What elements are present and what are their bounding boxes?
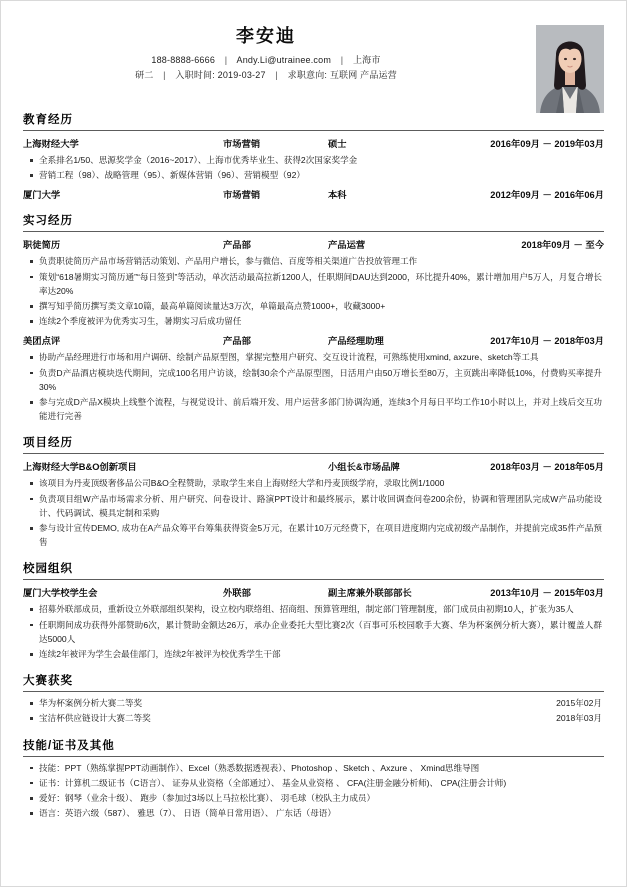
- portrait-photo-icon: [536, 25, 604, 113]
- list-item: [23, 696, 604, 710]
- list-item: 参与设计宣传DEMO, 成功在A产品众筹平台筹集获得资金5万元，在累计10万元经费下，在项目进度期内完成初级产品制作，并提前完成35件产品预售: [23, 521, 604, 549]
- list-item: 负责项目组W产品市场需求分析、用户研究、问卷设计、路演PPT设计和最终展示，累计收回调查问卷200余份，协调和管理团队完成W产品功能设计、代码调试、模具定制和采购: [23, 492, 604, 520]
- section-2: [23, 213, 604, 426]
- job-intention: 求职意向: 互联网 产品运营: [287, 70, 397, 80]
- entry-date-range: 2012年09月 － 2016年06月: [490, 190, 604, 201]
- entry-role: 本科: [328, 190, 347, 201]
- entry-header: [23, 135, 604, 153]
- list-item: 负责D产品酒店模块迭代期间，完成100名用户访谈，绘制30余个产品原型图，日活用户由50万增长至80万，主页跳出率降低10%，付费购买率提升30%: [23, 366, 604, 394]
- entry-date-range: 2013年10月 － 2015年03月: [490, 588, 604, 599]
- entry-bullet-list: [23, 476, 604, 552]
- list-item: 证书：计算机二级证书（C语言）、 证券从业资格（全部通过）、 基金从业资格 、 CFA(注册金融分析师)、 CPA(注册会计师): [23, 776, 604, 790]
- entry-header: [23, 186, 604, 204]
- resume-entry: [23, 135, 604, 185]
- list-item: 该项目为丹麦顶级奢侈品公司B&O全程赞助，录取学生来自上海财经大学和丹麦顶级学府，录取比例1/1000: [23, 476, 604, 490]
- entry-date-range: 2018年09月 － 至今: [521, 240, 604, 251]
- resume-sections: [23, 112, 604, 664]
- list-item: 爱好：钢琴（业余十级）、 跑步（参加过3场以上马拉松比赛）、 羽毛球（校队主力成员）: [23, 791, 604, 805]
- awards-list: [23, 696, 604, 728]
- entry-role: 小组长&市场品牌: [328, 462, 400, 473]
- entry-bullet-list: [23, 602, 604, 664]
- list-item: 协助产品经理进行市场和用户调研、绘制产品原型图，掌握完整用户研究、交互设计流程，可熟练使用xmind, axzure、sketch等工具: [23, 350, 604, 364]
- entry-header: [23, 236, 604, 254]
- available-date: 入职时间: 2019-03-27: [175, 70, 266, 80]
- list-item: 连续2年被评为学生会最佳部门，连续2年被评为校优秀学生干部: [23, 647, 604, 661]
- section-title: 实习经历: [23, 215, 73, 228]
- section-title-awards: 大赛获奖: [23, 675, 73, 688]
- list-item: [23, 711, 604, 725]
- award-name: 华为杯案例分析大赛二等奖: [39, 698, 143, 709]
- entry-date-range: 2018年03月 － 2018年05月: [490, 462, 604, 473]
- list-item: 策划“618暑期实习简历通”“每日签到”等活动，单次活动最高拉新1200人，任职期间DAU达到2000，环比提升40%，累计增加用户5万人，月复合增长率达20%: [23, 270, 604, 298]
- section-4: [23, 561, 604, 664]
- entry-role: 产品运营: [328, 240, 366, 251]
- section-3: [23, 435, 604, 552]
- section-divider: [23, 231, 604, 232]
- section-awards: [23, 673, 604, 728]
- section-divider: [23, 130, 604, 131]
- list-item: 任职期间成功获得外部赞助6次，累计赞助金额达26万，承办企业委托大型比赛2次（百事可乐校园歌手大赛、华为杯案例分析大赛），累计覆盖人群达5000人: [23, 618, 604, 646]
- entry-bullet-list: [23, 350, 604, 426]
- resume-header: [23, 23, 604, 103]
- entry-organization: 美团点评: [23, 336, 61, 347]
- entry-header: [23, 332, 604, 350]
- list-item: 负责职徒简历产品市场营销活动策划、产品用户增长，参与微信、百度等相关渠道广告投放管理工作: [23, 254, 604, 268]
- separator-icon: |: [340, 55, 344, 65]
- section-divider: [23, 453, 604, 454]
- entry-header: [23, 458, 604, 476]
- contact-row-primary: [23, 53, 509, 68]
- award-date: 2018年03月: [556, 713, 602, 724]
- section-title-skills: 技能/证书及其他: [23, 739, 115, 752]
- section-skills: [23, 738, 604, 824]
- entry-bullet-list: [23, 153, 604, 185]
- resume-entry: [23, 332, 604, 426]
- award-date: 2015年02月: [556, 698, 602, 709]
- list-item: 技能：PPT（熟练掌握PPT动画制作）、Excel（熟悉数据透视表）、Photoshop 、Sketch 、Axzure 、 Xmind思维导图: [23, 761, 604, 775]
- entry-date-range: 2017年10月 － 2018年03月: [490, 336, 604, 347]
- entry-department: 产品部: [223, 336, 251, 347]
- separator-icon: |: [163, 70, 166, 80]
- list-item: 参与完成D产品X模块上线整个流程，与视觉设计、前后端开发、用户运营多部门协调沟通，连续3个月每日平均工作10小时以上，并对上线后交互功能进行完善: [23, 395, 604, 423]
- resume-entry: [23, 186, 604, 204]
- section-divider: [23, 691, 604, 692]
- entry-organization: 职徒简历: [23, 240, 61, 251]
- award-name: 宝洁杯供应链设计大赛二等奖: [39, 713, 151, 724]
- resume-entry: [23, 236, 604, 331]
- resume-entry: [23, 458, 604, 552]
- entry-organization: 厦门大学校学生会: [23, 588, 98, 599]
- skills-list: [23, 761, 604, 824]
- entry-department: 产品部: [223, 240, 251, 251]
- section-1: [23, 112, 604, 204]
- entry-role: 副主席兼外联部部长: [328, 588, 412, 599]
- entry-header: [23, 584, 604, 602]
- entry-role: 硕士: [328, 139, 347, 149]
- separator-icon: |: [224, 55, 228, 65]
- avatar: [536, 25, 604, 113]
- email-address: Andy.Li@utrainee.com: [236, 55, 332, 65]
- education-status: 研二: [135, 70, 154, 80]
- list-item: 招募外联部成员，重新设立外联部组织架构，设立校内联络组、招商组、预算管理组，制定部门管理制度，部门成员由初期10人，扩张为35人: [23, 602, 604, 616]
- section-title: 校园组织: [23, 563, 73, 576]
- header-text-block: [23, 23, 604, 83]
- phone-number: 188-8888-6666: [151, 55, 216, 65]
- entry-department: 市场营销: [223, 139, 261, 149]
- city: 上海市: [352, 55, 381, 65]
- entry-department: 外联部: [223, 588, 251, 599]
- section-divider: [23, 756, 604, 757]
- section-title: 教育经历: [23, 114, 73, 126]
- page-title: 李安迪: [236, 26, 296, 46]
- entry-role: 产品经理助理: [328, 336, 384, 347]
- list-item: 营销工程（98）、战略管理（95）、新媒体营销（96）、营销模型（92）: [23, 168, 604, 182]
- section-title: 项目经历: [23, 437, 73, 450]
- entry-organization: 上海财经大学B&O创新项目: [23, 462, 137, 473]
- separator-icon: |: [275, 70, 278, 80]
- entry-date-range: 2016年09月 － 2019年03月: [490, 139, 604, 149]
- list-item: 全系排名1/50、思源奖学金（2016~2017）、上海市优秀毕业生、获得2次国家奖学金: [23, 153, 604, 167]
- section-divider: [23, 579, 604, 580]
- list-item: 语言：英语六级（587）、 雅思（7）、 日语（简单日常用语）、 广东话（母语）: [23, 806, 604, 820]
- entry-bullet-list: [23, 254, 604, 331]
- list-item: 撰写知乎简历撰写类文章10篇，最高单篇阅读量达3万次，单篇最高点赞1000+，收藏3000+: [23, 299, 604, 313]
- entry-organization: 上海财经大学: [23, 139, 79, 149]
- entry-organization: 厦门大学: [23, 190, 61, 201]
- resume-entry: [23, 584, 604, 664]
- entry-department: 市场营销: [223, 190, 261, 201]
- list-item: 连续2个季度被评为优秀实习生，暑期实习后成功留任: [23, 314, 604, 328]
- contact-row-secondary: [23, 68, 509, 83]
